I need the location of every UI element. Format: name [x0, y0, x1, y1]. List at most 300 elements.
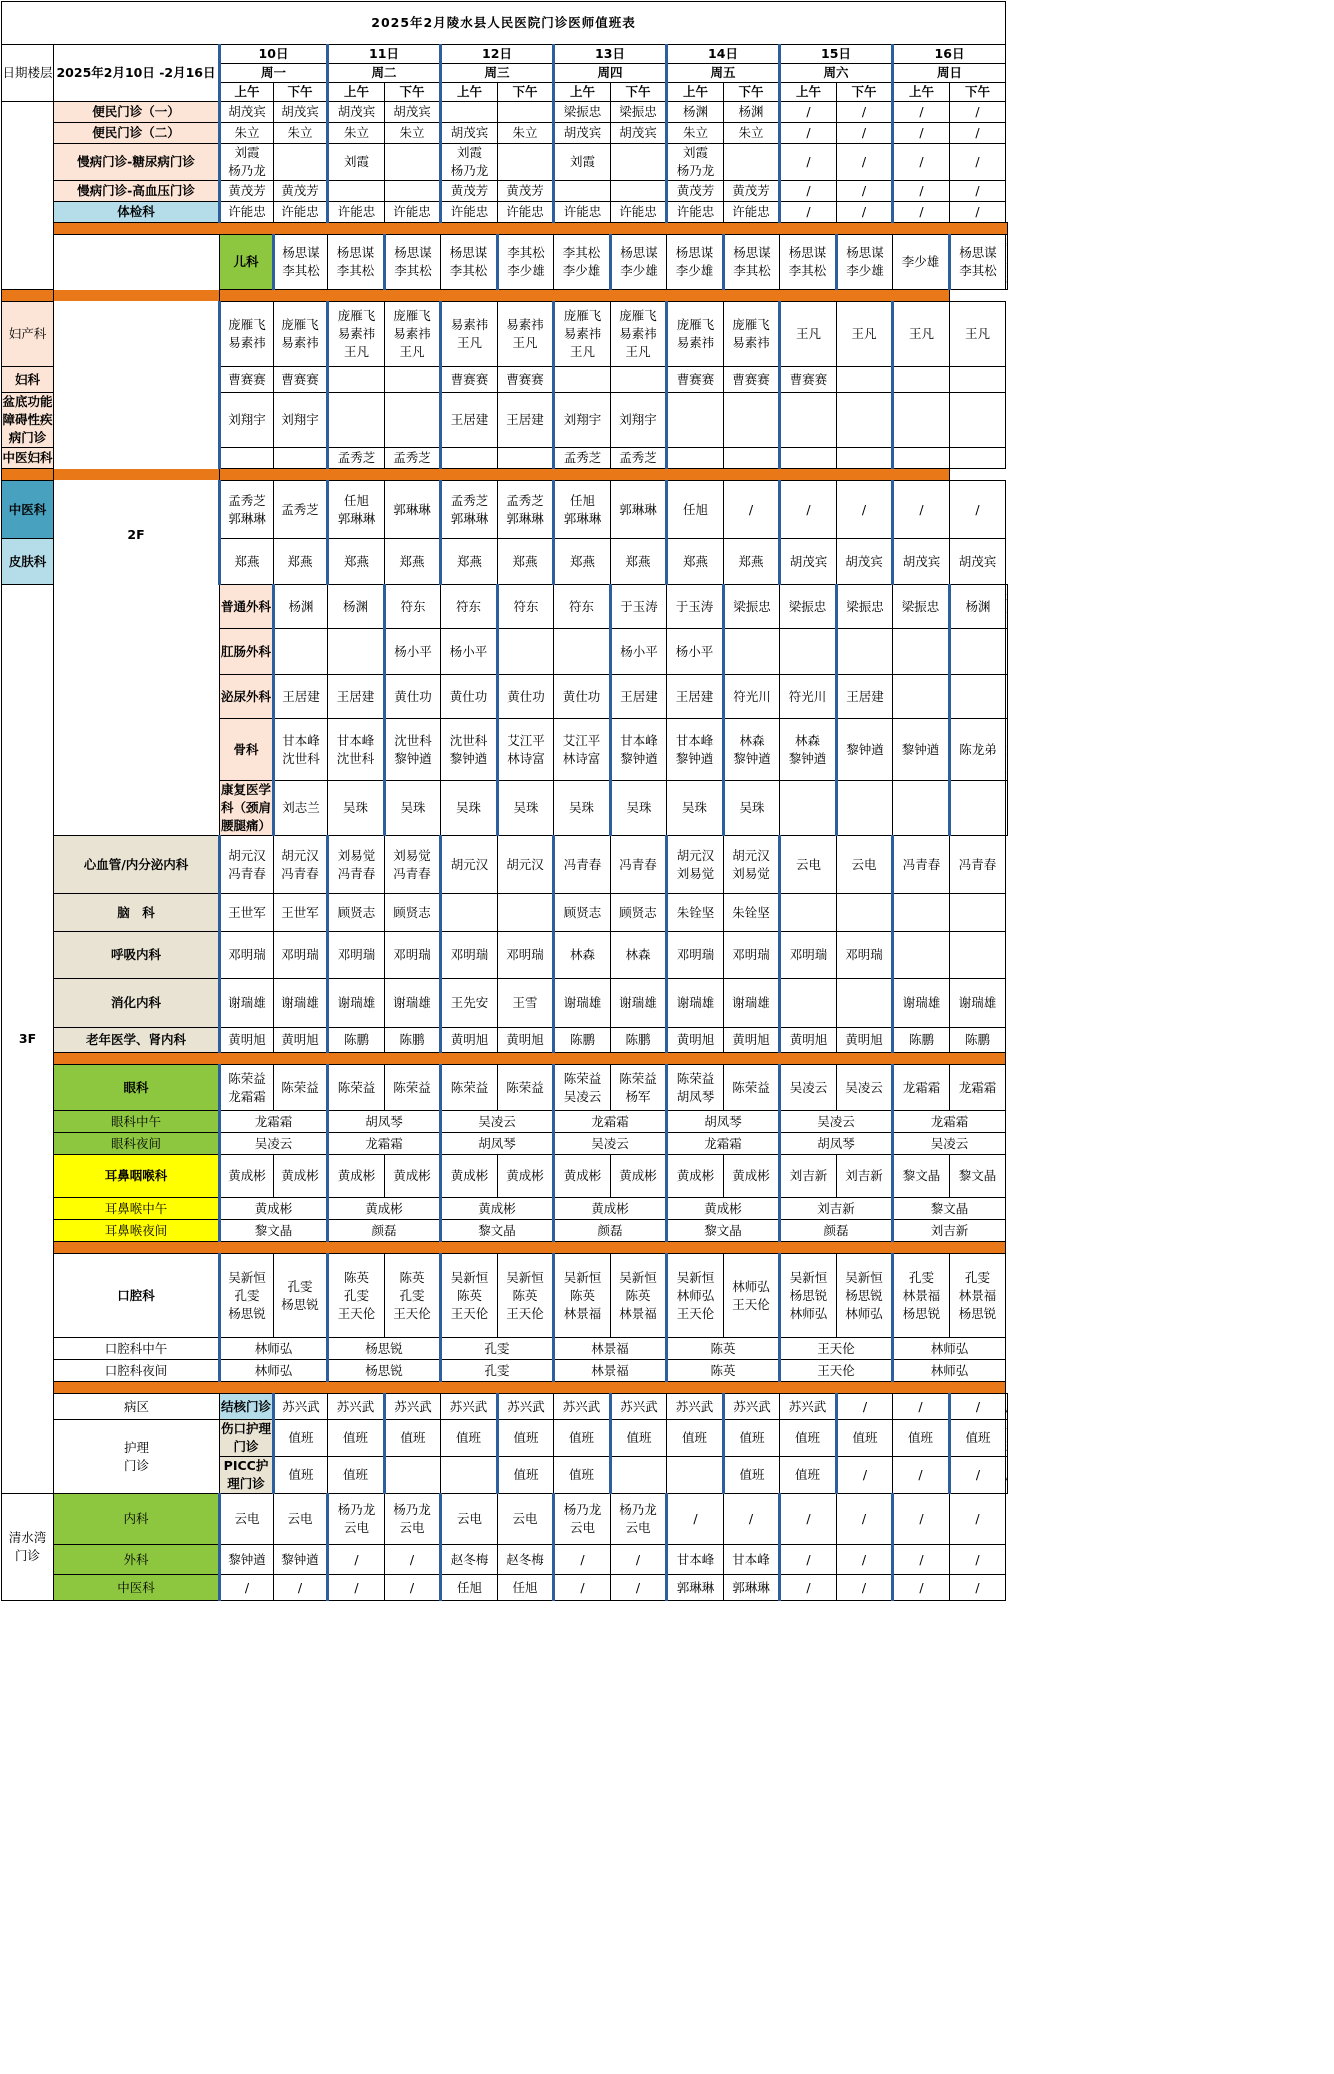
doctor-cell: 郑燕 [667, 539, 724, 585]
doctor-cell: 胡茂宾 [554, 123, 611, 144]
doctor-cell: 黄成彬 [328, 1198, 441, 1220]
doctor-cell [328, 393, 385, 448]
doctor-cell: 黄明旭 [220, 1028, 274, 1053]
doctor-cell: 王先安 [441, 979, 498, 1028]
doctor-cell: 郑燕 [554, 539, 611, 585]
doctor-cell: 杨乃龙 云电 [611, 1494, 667, 1545]
doctor-cell: 谢瑞雄 [385, 979, 441, 1028]
doctor-cell [498, 102, 554, 123]
doctor-cell: / [837, 1394, 893, 1420]
department-name: 儿科 [220, 235, 274, 290]
doctor-cell: / [893, 181, 950, 202]
doctor-cell: 吴珠 [328, 781, 385, 836]
doctor-cell: 沈世科 黎钟遒 [385, 719, 441, 781]
doctor-cell: 朱立 [724, 123, 780, 144]
doctor-cell: / [837, 481, 893, 539]
doctor-cell: 林师弘 [893, 1360, 1006, 1382]
pm-header: 下午 [274, 83, 328, 102]
day-date: 15日 [780, 45, 893, 64]
doctor-cell: 杨思谋 李其松 [950, 235, 1006, 290]
doctor-cell: 刘易觉 冯青春 [328, 836, 385, 894]
day-date: 11日 [328, 45, 441, 64]
doctor-cell: / [893, 1575, 950, 1601]
doctor-cell: 龙霜霜 [554, 1111, 667, 1133]
doctor-cell: 杨小平 [441, 629, 498, 675]
doctor-cell: 黄成彬 [667, 1198, 780, 1220]
doctor-cell: / [837, 123, 893, 144]
doctor-cell: 曹赛赛 [780, 367, 837, 393]
doctor-cell [893, 393, 950, 448]
doctor-cell [780, 629, 837, 675]
department-name: 口腔科中午 [54, 1338, 220, 1360]
doctor-cell: / [950, 181, 1006, 202]
doctor-cell [554, 367, 611, 393]
department-name: 消化内科 [54, 979, 220, 1028]
doctor-cell: / [893, 102, 950, 123]
doctor-cell: 值班 [441, 1420, 498, 1457]
doctor-cell: 林师弘 [220, 1360, 328, 1382]
section-divider [2, 1382, 1008, 1394]
schedule-row [2, 932, 1008, 979]
schedule-row [2, 1420, 1008, 1457]
doctor-cell [220, 448, 274, 469]
doctor-cell [837, 367, 893, 393]
doctor-cell: / [950, 481, 1006, 539]
doctor-cell: / [893, 202, 950, 223]
department-name: 中医科 [2, 481, 54, 539]
doctor-cell: 黄成彬 [667, 1155, 724, 1198]
doctor-cell: 杨乃龙 云电 [328, 1494, 385, 1545]
doctor-cell: 吴凌云 [837, 1065, 893, 1111]
schedule-row [2, 1028, 1008, 1053]
doctor-cell: 值班 [554, 1457, 611, 1494]
doctor-cell: 任旭 郭琳琳 [554, 481, 611, 539]
department-name: 盆底功能障碍性疾病门诊 [2, 393, 54, 448]
doctor-cell: 孟秀芝 郭琳琳 [220, 481, 274, 539]
doctor-cell [328, 367, 385, 393]
doctor-cell [554, 629, 611, 675]
doctor-cell: 值班 [554, 1420, 611, 1457]
doctor-cell: 胡茂宾 [837, 539, 893, 585]
doctor-cell: 吴珠 [554, 781, 611, 836]
doctor-cell: / [950, 1575, 1006, 1601]
doctor-cell: 龙霜霜 [220, 1111, 328, 1133]
doctor-cell [498, 629, 554, 675]
doctor-cell: 杨渊 [667, 102, 724, 123]
doctor-cell: 孟秀芝 [385, 448, 441, 469]
doctor-cell: / [893, 123, 950, 144]
doctor-cell: / [950, 202, 1006, 223]
department-name: 耳鼻喉中午 [54, 1198, 220, 1220]
doctor-cell: 谢瑞雄 [611, 979, 667, 1028]
doctor-cell: 值班 [837, 1420, 893, 1457]
doctor-cell [780, 979, 837, 1028]
department-name: 口腔科夜间 [54, 1360, 220, 1382]
doctor-cell [893, 932, 950, 979]
am-header: 上午 [441, 83, 498, 102]
doctor-cell: 朱铨坚 [724, 894, 780, 932]
doctor-cell: 黎钟遒 [220, 1545, 274, 1575]
doctor-cell: 易素祎 王凡 [441, 302, 498, 367]
day-weekday: 周四 [554, 64, 667, 83]
doctor-cell: 许能忠 [554, 202, 611, 223]
doctor-cell: 胡元汉 冯青春 [274, 836, 328, 894]
doctor-cell: 值班 [274, 1420, 328, 1457]
department-name: 外科 [54, 1545, 220, 1575]
doctor-cell: 黄仕功 [498, 675, 554, 719]
doctor-cell [385, 144, 441, 181]
doctor-cell: 郑燕 [498, 539, 554, 585]
doctor-cell: 黄仕功 [385, 675, 441, 719]
doctor-cell: 陈荣益 [724, 1065, 780, 1111]
doctor-cell [441, 1457, 498, 1494]
department-name: 内科 [54, 1494, 220, 1545]
doctor-cell: 李其松 李少雄 [554, 235, 611, 290]
doctor-cell: 梁振忠 [611, 102, 667, 123]
doctor-cell: 苏兴武 [328, 1394, 385, 1420]
doctor-cell: 陈荣益 杨军 [611, 1065, 667, 1111]
doctor-cell [1006, 585, 1008, 629]
department-name: 伤口护理门诊 [220, 1420, 274, 1457]
doctor-cell: 黄茂芳 [441, 181, 498, 202]
department-name: 妇科 [2, 367, 54, 393]
doctor-cell [780, 781, 837, 836]
doctor-cell: 陈龙弟 [950, 719, 1006, 781]
doctor-cell [611, 367, 667, 393]
pm-header: 下午 [837, 83, 893, 102]
schedule-row [2, 1338, 1008, 1360]
doctor-cell: 庞雁飞 易素祎 王凡 [611, 302, 667, 367]
pm-header: 下午 [611, 83, 667, 102]
doctor-cell: 云电 [274, 1494, 328, 1545]
doctor-cell: 陈荣益 吴凌云 [554, 1065, 611, 1111]
doctor-cell: 邓明瑞 [385, 932, 441, 979]
doctor-cell: 曹赛赛 [274, 367, 328, 393]
doctor-cell: 云电 [780, 836, 837, 894]
doctor-cell: 于玉涛 [667, 585, 724, 629]
doctor-cell: / [837, 1457, 893, 1494]
doctor-cell [554, 181, 611, 202]
doctor-cell [950, 629, 1006, 675]
doctor-cell: 杨思谋 李其松 [385, 235, 441, 290]
doctor-cell: / [780, 481, 837, 539]
doctor-cell: 陈英 孔雯 王天伦 [385, 1254, 441, 1338]
doctor-cell: / [780, 1494, 837, 1545]
doctor-cell: / [837, 181, 893, 202]
doctor-cell: 孔雯 [441, 1338, 554, 1360]
doctor-cell: / [328, 1545, 385, 1575]
floor-label: 2F [54, 235, 220, 836]
doctor-cell: 林森 黎钟遒 [780, 719, 837, 781]
doctor-cell: 林森 [554, 932, 611, 979]
doctor-cell: / [328, 1575, 385, 1601]
doctor-cell: 谢瑞雄 [554, 979, 611, 1028]
doctor-cell: 谢瑞雄 [328, 979, 385, 1028]
doctor-cell: 杨小平 [611, 629, 667, 675]
department-name: 普通外科 [220, 585, 274, 629]
doctor-cell: 值班 [498, 1420, 554, 1457]
doctor-cell: 胡茂宾 [328, 102, 385, 123]
doctor-cell: 黎文晶 [893, 1155, 950, 1198]
doctor-cell: 黎文晶 [667, 1220, 780, 1242]
doctor-cell: / [385, 1575, 441, 1601]
doctor-cell: 郑燕 [274, 539, 328, 585]
doctor-cell: 郑燕 [724, 539, 780, 585]
doctor-cell: 苏兴武 [441, 1394, 498, 1420]
doctor-cell: 黄成彬 [220, 1198, 328, 1220]
doctor-cell: / [554, 1545, 611, 1575]
doctor-cell: 刘吉新 [780, 1198, 893, 1220]
doctor-cell: 黄成彬 [385, 1155, 441, 1198]
doctor-cell: 庞雁飞 易素祎 [724, 302, 780, 367]
doctor-cell: 杨思锐 [328, 1360, 441, 1382]
doctor-cell [837, 979, 893, 1028]
doctor-cell: 符光川 [724, 675, 780, 719]
doctor-cell: 林森 黎钟遒 [724, 719, 780, 781]
doctor-cell: 黎文晶 [893, 1198, 1006, 1220]
doctor-cell: 黄成彬 [220, 1155, 274, 1198]
doctor-cell: 刘翔宇 [220, 393, 274, 448]
department-name: 便民门诊（二） [54, 123, 220, 144]
doctor-cell: / [950, 1545, 1006, 1575]
doctor-cell: / [780, 1575, 837, 1601]
doctor-cell: 胡茂宾 [950, 539, 1006, 585]
section-divider [2, 223, 1008, 235]
doctor-cell: 谢瑞雄 [950, 979, 1006, 1028]
doctor-cell: 谢瑞雄 [274, 979, 328, 1028]
floor-label: 清水湾 门诊 [2, 1494, 54, 1601]
pm-header: 下午 [385, 83, 441, 102]
doctor-cell: / [780, 181, 837, 202]
doctor-cell: 顾贤志 [385, 894, 441, 932]
doctor-cell: 顾贤志 [554, 894, 611, 932]
doctor-cell: 庞雁飞 易素祎 王凡 [328, 302, 385, 367]
doctor-cell [837, 393, 893, 448]
doctor-cell: / [780, 102, 837, 123]
doctor-cell [274, 448, 328, 469]
doctor-cell: 谢瑞雄 [667, 979, 724, 1028]
doctor-cell [837, 894, 893, 932]
am-header: 上午 [667, 83, 724, 102]
doctor-cell [385, 367, 441, 393]
doctor-cell: 值班 [328, 1420, 385, 1457]
doctor-cell [441, 102, 498, 123]
doctor-cell: 谢瑞雄 [893, 979, 950, 1028]
department-name: 皮肤科 [2, 539, 54, 585]
doctor-cell [611, 1457, 667, 1494]
doctor-cell: 王凡 [780, 302, 837, 367]
doctor-cell: 刘吉新 [837, 1155, 893, 1198]
doctor-cell: 刘翔宇 [554, 393, 611, 448]
doctor-cell: 甘本峰 黎钟遒 [611, 719, 667, 781]
schedule-row [2, 894, 1008, 932]
doctor-cell: 孔雯 林景福 杨思锐 [950, 1254, 1006, 1338]
doctor-cell: 李其松 李少雄 [498, 235, 554, 290]
schedule-row [2, 235, 1008, 290]
duty-schedule-table [1, 1, 1008, 1601]
doctor-cell: 陈荣益 [274, 1065, 328, 1111]
department-name: 中医妇科 [2, 448, 54, 469]
doctor-cell: / [950, 1394, 1006, 1420]
doctor-cell: 黎文晶 [220, 1220, 328, 1242]
doctor-cell: 刘吉新 [780, 1155, 837, 1198]
doctor-cell: 郭琳琳 [385, 481, 441, 539]
doctor-cell [385, 393, 441, 448]
department-name: 呼吸内科 [54, 932, 220, 979]
doctor-cell: 孔雯 林景福 杨思锐 [893, 1254, 950, 1338]
doctor-cell [893, 894, 950, 932]
doctor-cell: 任旭 [498, 1575, 554, 1601]
doctor-cell: 赵冬梅 [441, 1545, 498, 1575]
doctor-cell [893, 781, 950, 836]
doctor-cell: 赵冬梅 [498, 1545, 554, 1575]
schedule-row [2, 1360, 1008, 1382]
doctor-cell: 朱铨坚 [667, 894, 724, 932]
corner-label: 日期楼层 [2, 45, 54, 102]
doctor-cell: 吴新恒 陈英 王天伦 [498, 1254, 554, 1338]
doctor-cell: 陈英 [667, 1360, 780, 1382]
doctor-cell: / [611, 1575, 667, 1601]
doctor-cell: 黄成彬 [611, 1155, 667, 1198]
doctor-cell: 林师弘 [220, 1338, 328, 1360]
department-name: 耳鼻喉夜间 [54, 1220, 220, 1242]
doctor-cell: 龙霜霜 [328, 1133, 441, 1155]
doctor-cell: 胡元汉 刘易觉 [667, 836, 724, 894]
page-title: 2025年2月陵水县人民医院门诊医师值班表 [2, 2, 1006, 45]
doctor-cell: 王居建 [498, 393, 554, 448]
doctor-cell [950, 675, 1006, 719]
doctor-cell: 值班 [385, 1420, 441, 1457]
doctor-cell: / [950, 1494, 1006, 1545]
doctor-cell: 苏兴武 [611, 1394, 667, 1420]
doctor-cell: 王居建 [837, 675, 893, 719]
day-date: 13日 [554, 45, 667, 64]
doctor-cell: 梁振忠 [780, 585, 837, 629]
doctor-cell: / [611, 1545, 667, 1575]
doctor-cell: 陈鹏 [893, 1028, 950, 1053]
doctor-cell: 杨渊 [328, 585, 385, 629]
doctor-cell [611, 144, 667, 181]
doctor-cell: / [837, 144, 893, 181]
doctor-cell: 王凡 [893, 302, 950, 367]
doctor-cell: 顾贤志 [328, 894, 385, 932]
doctor-cell: 值班 [724, 1457, 780, 1494]
day-date: 10日 [220, 45, 328, 64]
doctor-cell: 王居建 [611, 675, 667, 719]
doctor-cell: 吴凌云 [554, 1133, 667, 1155]
doctor-cell: 甘本峰 [724, 1545, 780, 1575]
doctor-cell: / [667, 1494, 724, 1545]
doctor-cell: / [220, 1575, 274, 1601]
doctor-cell: 胡元汉 刘易觉 [724, 836, 780, 894]
doctor-cell [950, 367, 1006, 393]
doctor-cell: 孟秀芝 [274, 481, 328, 539]
section-divider [2, 1053, 1008, 1065]
doctor-cell: 吴新恒 孔雯 杨思锐 [220, 1254, 274, 1338]
doctor-cell: 胡凤琴 [328, 1111, 441, 1133]
doctor-cell: / [893, 1457, 950, 1494]
doctor-cell: 吴珠 [611, 781, 667, 836]
doctor-cell: 许能忠 [220, 202, 274, 223]
doctor-cell: / [893, 1494, 950, 1545]
day-date: 16日 [893, 45, 1006, 64]
doctor-cell: 王居建 [328, 675, 385, 719]
doctor-cell: 龙霜霜 [893, 1111, 1006, 1133]
date-range: 2025年2月10日 -2月16日 [54, 45, 220, 102]
department-name: 老年医学、肾内科 [54, 1028, 220, 1053]
doctor-cell: 颜磊 [328, 1220, 441, 1242]
doctor-cell: 黄茂芳 [498, 181, 554, 202]
doctor-cell: 谢瑞雄 [724, 979, 780, 1028]
doctor-cell: 林景福 [554, 1338, 667, 1360]
doctor-cell: 王世军 [220, 894, 274, 932]
doctor-cell: 符东 [554, 585, 611, 629]
doctor-cell: 朱立 [385, 123, 441, 144]
doctor-cell: 黄茂芳 [724, 181, 780, 202]
doctor-cell: 苏兴武 [724, 1394, 780, 1420]
doctor-cell: 吴珠 [498, 781, 554, 836]
doctor-cell: 胡元汉 [498, 836, 554, 894]
doctor-cell: 胡茂宾 [220, 102, 274, 123]
doctor-cell: 黄成彬 [498, 1155, 554, 1198]
doctor-cell: 曹赛赛 [724, 367, 780, 393]
doctor-cell: 陈荣益 龙霜霜 [220, 1065, 274, 1111]
doctor-cell: 杨思谋 李其松 [328, 235, 385, 290]
doctor-cell: 苏兴武 [780, 1394, 837, 1420]
doctor-cell [1006, 781, 1008, 836]
doctor-cell: 朱立 [667, 123, 724, 144]
department-name: 肛肠外科 [220, 629, 274, 675]
doctor-cell: 许能忠 [385, 202, 441, 223]
doctor-cell [1006, 629, 1008, 675]
doctor-cell [724, 144, 780, 181]
doctor-cell: 符光川 [780, 675, 837, 719]
doctor-cell: 值班 [328, 1457, 385, 1494]
doctor-cell: 黄成彬 [441, 1155, 498, 1198]
doctor-cell: 甘本峰 沈世科 [274, 719, 328, 781]
doctor-cell: 孔雯 [441, 1360, 554, 1382]
doctor-cell: 谢瑞雄 [220, 979, 274, 1028]
department-name: 结核门诊 [220, 1394, 274, 1420]
doctor-cell: 邓明瑞 [667, 932, 724, 979]
doctor-cell [441, 448, 498, 469]
department-name: 骨科 [220, 719, 274, 781]
doctor-cell: 杨思谋 李少雄 [837, 235, 893, 290]
doctor-cell: / [837, 202, 893, 223]
doctor-cell: 朱立 [220, 123, 274, 144]
doctor-cell: 孟秀芝 郭琳琳 [498, 481, 554, 539]
doctor-cell [385, 1457, 441, 1494]
doctor-cell [328, 629, 385, 675]
department-name: 中医科 [54, 1575, 220, 1601]
schedule-row [2, 1133, 1008, 1155]
doctor-cell [274, 144, 328, 181]
doctor-cell: 胡茂宾 [611, 123, 667, 144]
day-weekday: 周五 [667, 64, 780, 83]
doctor-cell: 黄茂芳 [220, 181, 274, 202]
doctor-cell: 黄成彬 [328, 1155, 385, 1198]
doctor-cell: 黄明旭 [274, 1028, 328, 1053]
doctor-cell: 郭琳琳 [667, 1575, 724, 1601]
day-weekday: 周二 [328, 64, 441, 83]
doctor-cell: 值班 [667, 1420, 724, 1457]
doctor-cell: 吴新恒 陈英 林景福 [554, 1254, 611, 1338]
doctor-cell: 云电 [498, 1494, 554, 1545]
doctor-cell: 郑燕 [441, 539, 498, 585]
day-date: 14日 [667, 45, 780, 64]
doctor-cell [724, 629, 780, 675]
doctor-cell: 云电 [220, 1494, 274, 1545]
